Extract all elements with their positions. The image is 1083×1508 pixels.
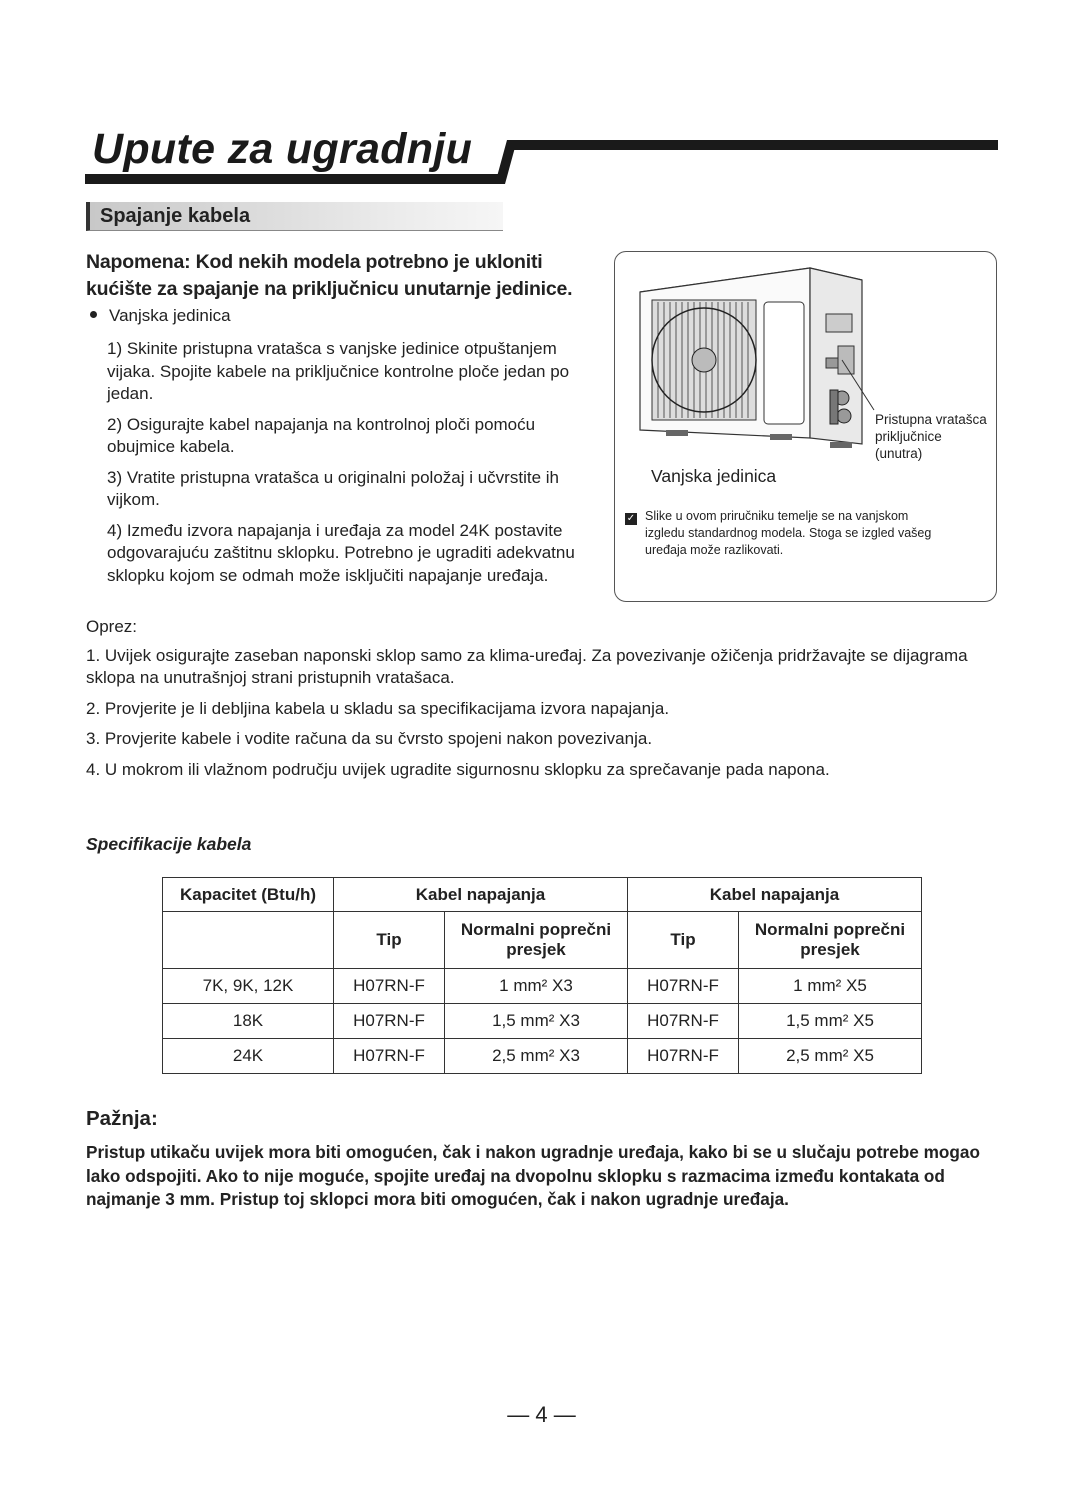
cell-section-2: 2,5 mm² X5	[739, 1039, 922, 1074]
figure-callout	[875, 411, 987, 462]
caution-item: 3. Provjerite kabele i vodite računa da su čvrsto spojeni nakon povezivanja.	[86, 729, 653, 748]
table-header-row	[163, 878, 922, 912]
cell-capacity: 7K, 9K, 12K	[163, 969, 334, 1004]
step-item: 3) Vratite pristupna vratašca u originalni položaj i učvrstite ih vijkom.	[107, 467, 559, 509]
title-rule	[511, 140, 998, 150]
table-subheader-row	[163, 912, 922, 969]
header-group-1: Kabel napajanja	[334, 878, 628, 912]
header-group-2: Kabel napajanja	[628, 878, 922, 912]
bullet-item	[90, 306, 231, 326]
table-row	[163, 969, 922, 1004]
cell-type-1: H07RN-F	[334, 1004, 445, 1039]
caution-item: 4. U mokrom ili vlažnom području uvijek ugradite sigurnosnu sklopku za sprečavanje pada napona.	[86, 759, 830, 779]
cell-type-1: H07RN-F	[334, 969, 445, 1004]
figure-note-line: uređaja može razlikovati.	[645, 543, 784, 557]
callout-line: priključnice	[875, 429, 942, 444]
note-text: Napomena: Kod nekih modela potrebno je ukloniti kućište za spajanje na priključnicu unutarnje jedinice.	[86, 251, 573, 300]
figure-label: Vanjska jedinica	[651, 466, 777, 486]
step-item: 2) Osigurajte kabel napajanja na kontrolnoj ploči pomoću obujmice kabela.	[107, 414, 536, 456]
title-underline	[85, 174, 503, 184]
cell-type-2: H07RN-F	[628, 1004, 739, 1039]
step-item: 4) Između izvora napajanja i uređaja za model 24K postavite odgovarajuću zaštitnu sklopku. Potrebno je ugraditi adekvatnu sklopku kojom se odmah može isključiti napajanje uređaja.	[107, 520, 575, 585]
cell-section-1: 1 mm² X3	[445, 969, 628, 1004]
step-item: 1) Skinite pristupna vratašca s vanjske jedinice otpuštanjem vijaka. Spojite kabele na priključnice kontrolne ploče jedan po jedan.	[107, 339, 570, 403]
caution-item: 1. Uvijek osigurajte zaseban naponski sklop samo za klima-uređaj. Za povezivanje ožičenja pridržavajte se dijagrama sklopa na unutrašnjoj strani pristupnih vratašaca.	[86, 645, 968, 687]
steps-list	[107, 338, 607, 595]
cell-type-2: H07RN-F	[628, 1039, 739, 1074]
callout-line: Pristupna vratašca	[875, 412, 987, 427]
cell-section-1: 1,5 mm² X3	[445, 1004, 628, 1039]
figure-note	[625, 508, 985, 559]
bullet-label: Vanjska jedinica	[109, 306, 231, 325]
spec-title: Specifikacije kabela	[86, 834, 252, 854]
caution-item: 2. Provjerite je li debljina kabela u skladu sa specifikacijama izvora napajanja.	[86, 698, 670, 718]
figure-note-line: Slike u ovom priručniku temelje se na vanjskom	[645, 509, 909, 523]
cell-section-2: 1 mm² X5	[739, 969, 922, 1004]
cell-section-2: 1,5 mm² X5	[739, 1004, 922, 1039]
header-type-1: Tip	[334, 912, 445, 969]
cell-capacity: 18K	[163, 1004, 334, 1039]
header-type-2: Tip	[628, 912, 739, 969]
cell-type-2: H07RN-F	[628, 969, 739, 1004]
section-header	[86, 202, 503, 231]
callout-line: (unutra)	[875, 446, 923, 461]
page-title: Upute za ugradnju	[92, 125, 473, 173]
cell-type-1: H07RN-F	[334, 1039, 445, 1074]
warning-text: Pristup utikaču uvijek mora biti omogućen, čak i nakon ugradnje uređaja, kako bi se u slučaju potrebe mogao lako odspojiti. Ako to nije moguće, spojite uređaj na dvopolnu sklopku s razmacima između kontakata od najmanje 3 mm. Pristup toj sklopci mora biti omogućen, čak i nakon ugradnje uređaja.	[86, 1142, 980, 1209]
warning-title: Pažnja:	[86, 1107, 158, 1130]
cable-spec-table	[162, 877, 922, 1074]
header-section-1: Normalni poprečni presjek	[445, 912, 628, 969]
cell-section-1: 2,5 mm² X3	[445, 1039, 628, 1074]
header-empty	[163, 912, 334, 969]
section-title: Spajanje kabela	[100, 205, 251, 227]
note-check-icon: ✓	[626, 513, 636, 524]
figure-note-line: izgledu standardnog modela. Stoga se izgled vašeg	[645, 526, 932, 540]
caution-block	[86, 616, 986, 789]
page-number: — 4 —	[507, 1402, 576, 1427]
header-capacity: Kapacitet (Btu/h)	[163, 878, 334, 912]
cell-capacity: 24K	[163, 1039, 334, 1074]
table-row	[163, 1004, 922, 1039]
table-row	[163, 1039, 922, 1074]
header-section-2: Normalni poprečni presjek	[739, 912, 922, 969]
caution-heading: Oprez:	[86, 617, 138, 636]
bullet-dot-icon	[90, 311, 97, 318]
